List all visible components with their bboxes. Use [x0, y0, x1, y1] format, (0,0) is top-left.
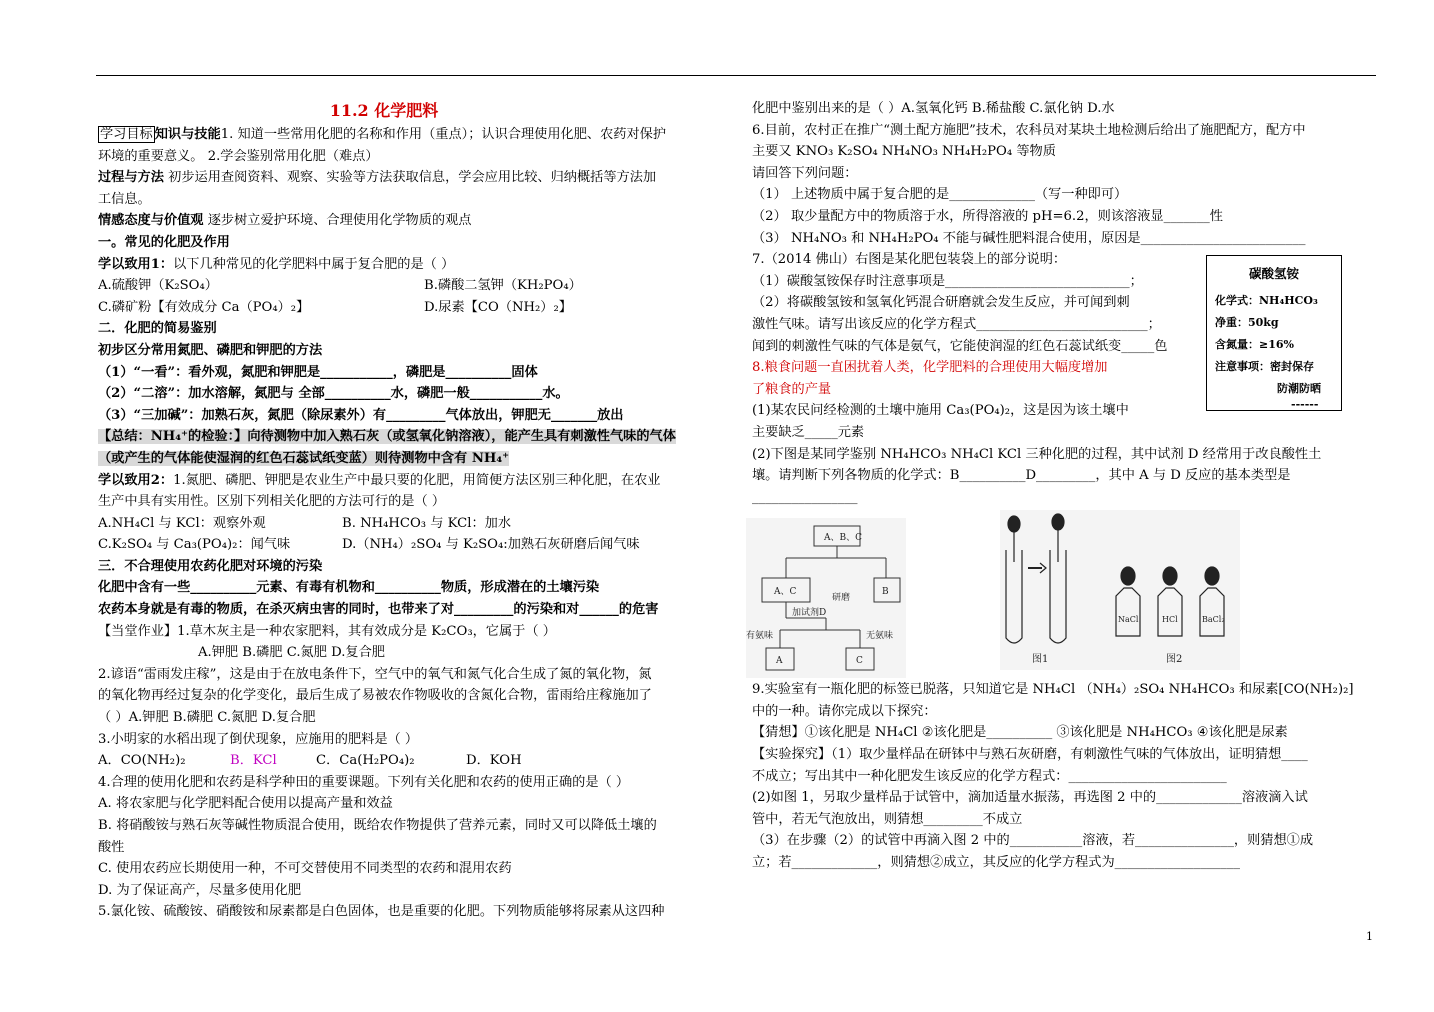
q2-text: 1.氮肥、磷肥、钾肥是农业生产中最只要的化肥，用简便方法区别三种化肥，在农业 [173, 472, 661, 488]
label-smell: 有氨味 [746, 631, 774, 641]
r-line-9: （1）碳酸氢铵保存时注意事项是____________________________； [752, 273, 1143, 289]
hw4-text: 4.合理的使用化肥和农药是科学种田的重要课题。下列有关化肥和农药的使用正确的是（ ） [98, 774, 630, 790]
r-line-13: 8.粮食问题一直困扰着人类，化学肥料的合理使用大幅度增加 [752, 360, 1108, 376]
pollution-1: 化肥中含有一些__________元素、有毒有机物和__________物质，形成潜在的土壤污染 [98, 580, 600, 596]
hw4-option-c: C. 使用农药应长期使用一种，不可交替使用不同类型的农药和混用农药 [98, 861, 512, 877]
hw3-option-c: C．Ca(H₂PO₄)₂ [316, 753, 415, 769]
hw2-text: 2.谚语“雷雨发庄稼”，这是由于在放电条件下，空气中的氧气和氮气化合生成了氮的氧化物，氮 [98, 666, 652, 682]
label-bottom-left: A [776, 656, 783, 666]
goal-text: 1. 知道一些常用化肥的名称和作用（重点）；认识合理使用化肥、农药对保护 [220, 127, 667, 142]
fertilizer-bag-label [1206, 255, 1342, 411]
section-2-subheading: 初步区分常用氮肥、磷肥和钾肥的方法 [98, 342, 323, 358]
q1-option-b: B.磷酸二氢钾（KH₂PO₄） [424, 278, 582, 294]
goal-box: 学习目标 [100, 127, 153, 142]
bag-nitrogen: 含氮量：≥16% [1215, 338, 1294, 351]
r-line-23: 【实验探究】（1）取少量样品在研钵中与熟石灰研磨，有刺激性气味的气体放出，证明猜想____ [752, 747, 1308, 763]
hw3-option-d: D．KOH [466, 753, 522, 769]
q2-option-a: A.NH₄Cl 与 KCl：观察外观 [98, 515, 266, 531]
q1-option-d: D.尿素【CO（NH₂）₂】 [424, 299, 572, 315]
hw4-option-b-2: 酸性 [98, 839, 125, 855]
label-reagent: 加试剂D [792, 608, 827, 618]
bag-formula: 化学式：NH₄HCO₃ [1215, 294, 1318, 307]
hw1-text: 1.草木灰主是一种农家肥料，其有效成分是 K₂CO₃，它属于（ ） [177, 623, 556, 639]
r-line-16: 主要缺乏_____元素 [752, 424, 865, 440]
hw3-option-b: B．KCl [230, 753, 277, 769]
label-bottom-right: C [856, 656, 863, 666]
label-grind: 研磨 [832, 593, 851, 603]
q1-option-a: A.硫酸钾（K₂SO₄） [98, 278, 218, 294]
process-text-2: 工信息。 [98, 191, 151, 207]
r-line-11: 激性气味。请写出该反应的化学方程式__________________________； [752, 316, 1161, 332]
r-line-10: （2）将碳酸氢铵和氢氧化钙混合研磨就会发生反应，并可闻到刺 [752, 295, 1130, 311]
process-text: 初步运用查阅资料、观察、实验等方法获取信息，学会应用比较、归纳概括等方法加 [163, 170, 657, 186]
summary-line-1: 【总结：NH₄⁺的检验：】向待测物中加入熟石灰（或氢氧化钠溶液），能产生具有刺激性气味的气体 [98, 429, 676, 445]
q2-option-c: C.K₂SO₄ 与 Ca₃(PO₄)₂：闻气味 [98, 537, 291, 553]
q2-option-d: D.（NH₄）₂SO₄ 与 K₂SO₄:加熟石灰研磨后闻气味 [342, 537, 640, 553]
bag-dash: ------ [1291, 398, 1319, 411]
r-line-4: 请回答下列问题： [752, 165, 858, 181]
bottle-bulb-1 [1121, 567, 1135, 585]
r-line-18: 壤。请判断下列各物质的化学式：B__________D_________，其中 A 与 D 反应的基本类型是 [752, 468, 1291, 484]
fig2-label: 图2 [1166, 654, 1183, 665]
label-mid-left: A、C [774, 587, 797, 597]
bag-title: 碳酸氢铵 [1248, 266, 1299, 281]
hw3-text: 3.小明家的水稻出现了倒伏现象，应施用的肥料是（ ） [98, 731, 419, 747]
bag-note-2: 防潮防晒 [1277, 382, 1321, 395]
attitude-text: 逐步树立爱护环境、合理使用化学物质的观点 [203, 213, 472, 229]
hw4-option-b: B. 将硝酸铵与熟石灰等碱性物质混合使用，既给农作物提供了营养元素，同时又可以降低土壤的 [98, 818, 657, 833]
label-mid-right: B [882, 587, 889, 597]
page-number: 1 [1366, 930, 1373, 943]
q2-option-b: B. NH₄HCO₃ 与 KCl：加水 [342, 515, 512, 531]
q2-text-2: 生产中具有实用性。区别下列相关化肥的方法可行的是（ ） [98, 494, 446, 510]
label-top: A、B、C [824, 533, 862, 543]
header-rule [96, 75, 1376, 76]
r-line-24: 不成立；写出其中一种化肥发生该反应的化学方程式：________________________ [752, 768, 1227, 784]
bottle-bulb-2 [1163, 567, 1177, 585]
q1-text: 以下几种常见的化学肥料中属于复合肥的是（ ） [173, 256, 455, 272]
left-column [98, 98, 730, 923]
r-line-15: (1)某农民问经检测的土壤中施用 Ca₃(PO₄)₂，这是因为该土壤中 [752, 403, 1129, 419]
r-line-22: 【猜想】①该化肥是 NH₄Cl ②该化肥是__________ ③该化肥是 NH₄HCO₃ ④该化肥是尿素 [752, 725, 1288, 741]
r-line-25: (2)如图 1，另取少量样品于试管中，滴加适量水振荡，再选图 2 中的_____________溶液滴入试 [752, 790, 1308, 806]
section-3-heading: 三．不合理使用农药化肥对环境的污染 [98, 558, 323, 574]
process-label: 过程与方法 [98, 170, 164, 186]
page-title: 11.2 化学肥料 [329, 101, 439, 120]
pollution-2: 农药本身就是有毒的物质，在杀灭病虫害的同时，也带来了对_________的污染和对______的危害 [98, 602, 659, 618]
hw2-options: （ ）A.钾肥 B.磷肥 C.氮肥 D.复合肥 [98, 710, 316, 726]
label-no-smell: 无氨味 [866, 631, 894, 641]
section-2-heading: 二．化肥的简易鉴别 [98, 321, 217, 337]
bag-note: 注意事项：密封保存 [1215, 360, 1314, 373]
dropper-bulb-1 [1008, 516, 1020, 532]
r-line-12: 闻到的刺激性气味的气体是氨气，它能使润湿的红色石蕊试纸变_____色 [752, 338, 1168, 354]
q1-head: 学以致用1： [98, 256, 174, 272]
r-line-27: （3）在步骤（2）的试管中再滴入图 2 中的___________溶液，若_______________，则猜想①成 [752, 833, 1314, 849]
r-line-28: 立；若_____________，则猜想②成立，其反应的化学方程式为___________________ [752, 855, 1240, 871]
summary-line-2: （或产生的气体能使湿润的红色石蕊试纸变蓝）则待测物中含有 NH₄⁺ [98, 450, 510, 466]
hw5-text: 5.氯化铵、硫酸铵、硝酸铵和尿素都是白色固体，也是重要的化肥。下列物质能够将尿素从这四种 [98, 904, 665, 920]
r-line-2: 6.目前，农村正在推广“测土配方施肥”技术，农科员对某块土地检测后给出了施肥配方，配方中 [752, 122, 1306, 138]
r-line-19: ________________ [752, 489, 858, 505]
goal-label: 知识与技能 [154, 127, 221, 142]
r-line-5: （1） 上述物质中属于复合肥的是_____________（写一种即可） [752, 187, 1128, 203]
q1-option-c: C.磷矿粉【有效成分 Ca（PO₄）₂】 [98, 299, 310, 315]
r-line-14: 了粮食的产量 [752, 381, 832, 397]
hw3-option-a: A．CO(NH₂)₂ [98, 753, 186, 769]
section-1-heading: 一。常见的化肥及作用 [98, 234, 230, 250]
hw4-option-d: D. 为了保证高产，尽量多使用化肥 [98, 882, 302, 898]
method-1: （1）“一看”：看外观，氮肥和钾肥是___________，磷肥是__________固体 [98, 364, 538, 380]
right-column [752, 98, 1380, 874]
hw1-options: A.钾肥 B.磷肥 C.氮肥 D.复合肥 [198, 645, 385, 661]
identification-diagram [746, 518, 906, 678]
bottle-label-3: BaCl₂ [1202, 615, 1225, 624]
r-line-17: (2)下图是某同学鉴别 NH₄HCO₃ NH₄Cl KCl 三种化肥的过程，其中试剂 D 经常用于改良酸性土 [752, 446, 1322, 462]
r-line-1: 化肥中鉴别出来的是（ ）A.氢氧化钙 B.稀盐酸 C.氯化钠 D.水 [752, 101, 1115, 116]
attitude-label: 情感态度与价值观 [98, 213, 204, 229]
bottle-bulb-3 [1205, 567, 1219, 585]
r-line-21: 中的一种。请你完成以下探究： [752, 703, 937, 719]
goal-text-2: 环境的重要意义。 2.学会鉴别常用化肥（难点） [98, 148, 379, 164]
bottle-label-1: NaCl [1118, 615, 1139, 624]
hw2-text-2: 的氧化物再经过复杂的化学变化，最后生成了易被农作物吸收的含氮化合物，雷雨给庄稼施加了 [98, 688, 652, 704]
r-line-3: 主要又 KNO₃ K₂SO₄ NH₄NO₃ NH₄H₂PO₄ 等物质 [752, 144, 1056, 160]
r-line-7: （3） NH₄NO₃ 和 NH₄H₂PO₄ 不能与碱性肥料混合使用，原因是_________________________ [752, 230, 1306, 246]
test-tube-figure [1000, 510, 1240, 670]
r-line-8: 7.（2014 佛山）右图是某化肥包装袋上的部分说明： [752, 252, 1067, 268]
fig1-label: 图1 [1032, 654, 1049, 665]
homework-head: 【当堂作业】 [98, 623, 178, 639]
r-line-6: （2） 取少量配方中的物质溶于水，所得溶液的 pH=6.2，则该溶液显_______性 [752, 208, 1223, 224]
hw4-option-a: A. 将农家肥与化学肥料配合使用以提高产量和效益 [98, 796, 393, 812]
tubes-bg [1000, 510, 1240, 670]
bag-weight: 净重：50kg [1215, 316, 1279, 329]
bottle-label-2: HCl [1162, 615, 1178, 624]
r-line-26: 管中，若无气泡放出，则猜想_________不成立 [752, 811, 1023, 827]
method-3: （3）“三加碱”：加熟石灰，氮肥（除尿素外）有_________气体放出，钾肥无_______放出 [98, 407, 624, 423]
dropper-bulb-2 [1052, 514, 1064, 530]
q2-head: 学以致用2： [98, 472, 174, 488]
r-line-20: 9.实验室有一瓶化肥的标签已脱落，只知道它是 NH₄Cl （NH₄）₂SO₄ NH₄HCO₃ 和尿素[CO(NH₂)₂] [752, 682, 1354, 698]
method-2: （2）“二溶”：加水溶解，氮肥与 全部__________水，磷肥一般___________水。 [98, 386, 569, 402]
